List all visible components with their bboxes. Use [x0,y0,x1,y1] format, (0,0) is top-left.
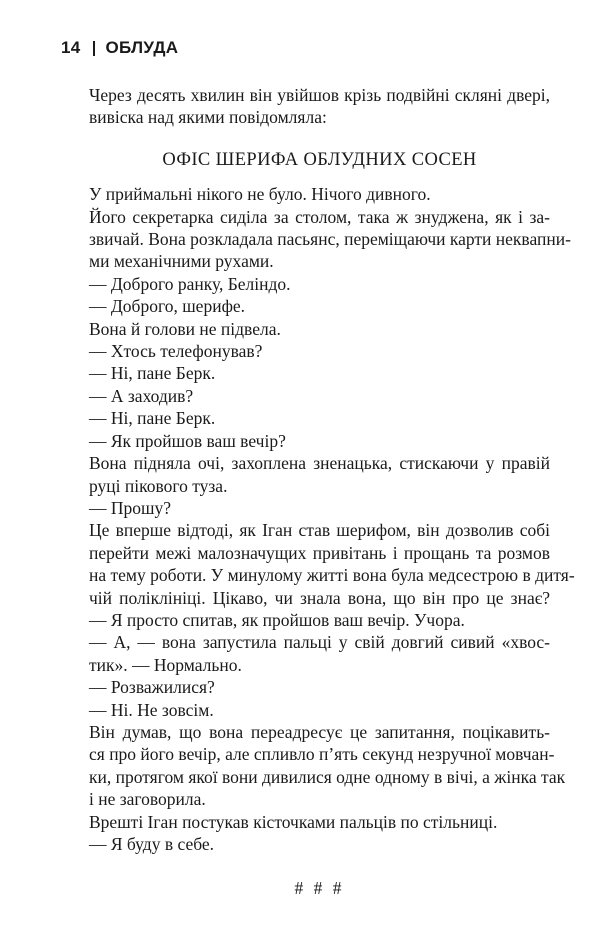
page-number: 14 [61,38,81,57]
text-line: чій поліклініці. Цікаво, чи знала вона, що він про це знає? [89,587,550,608]
header-divider [93,41,95,56]
text-line: вивіска над якими повідомляла: [89,107,327,128]
page-body [89,84,575,900]
text-line: Вона й голови не підвела. [89,318,281,339]
text-line: — Ні, пане Берк. [89,408,216,429]
text-line: Він думав, що вона переадресує це запитання, поцікавить- [89,721,550,742]
book-title: ОБЛУДА [105,38,179,57]
text-line: перейти межі малозначущих привітань і прощань та розмов [89,542,550,563]
text-line: Вона підняла очі, захоплена зненацька, стискаючи у правій [89,453,550,474]
text-line: і не заговорила. [89,789,206,810]
text-line: — Я просто спитав, як пройшов ваш вечір. Учора. [89,609,465,630]
text-line: — Доброго ранку, Беліндо. [89,273,291,294]
text-line: Його секретарка сиділа за столом, така ж знуджена, як і за- [89,206,550,227]
text-line: — Розважилися? [89,677,215,698]
text-line: У приймальні нікого не було. Нічого дивного. [89,184,431,205]
text-line: Через десять хвилин він увійшов крізь подвійні скляні двері, [89,85,550,105]
text-line: звичай. Вона розкладала пасьянс, переміщаючи карти неквапни- [89,229,571,250]
text-line: — Як пройшов ваш вечір? [89,430,286,451]
sign-title: ОФІС ШЕРИФА ОБЛУДНИХ СОСЕН [162,149,477,170]
text-line: руці пікового туза. [89,475,228,496]
section-break: # # # [294,878,345,899]
text-line: — Ні, пане Берк. [89,363,216,384]
text-line: — А заходив? [89,385,194,406]
text-line: Це вперше відтоді, як Іган став шерифом, він дозволив собі [89,520,550,541]
text-line: — А, — вона запустила пальці у свій довгий сивий «хвос- [89,632,550,653]
text-line: ми механічними рухами. [89,251,274,272]
text-line: — Прошу? [89,497,172,518]
text-line: ся про його вечір, але спливло п’ять секунд незручної мовчан- [89,744,555,765]
text-line: — Я буду в себе. [89,834,215,854]
text-line: Врешті Іган постукав кісточками пальців по стільниці. [89,811,498,832]
text-line: — Доброго, шерифе. [89,296,246,317]
text-line: тик». — Нормально. [89,654,242,675]
text-line: — Ні. Не зовсім. [89,699,214,720]
text-line: — Хтось телефонував? [89,341,263,362]
text-line: ки, протягом якої вони дивилися одне одному в вічі, а жінка так [89,766,566,787]
running-header [61,38,178,58]
text-line: на тему роботи. У минулому житті вона була медсестрою в дитя- [89,565,575,586]
